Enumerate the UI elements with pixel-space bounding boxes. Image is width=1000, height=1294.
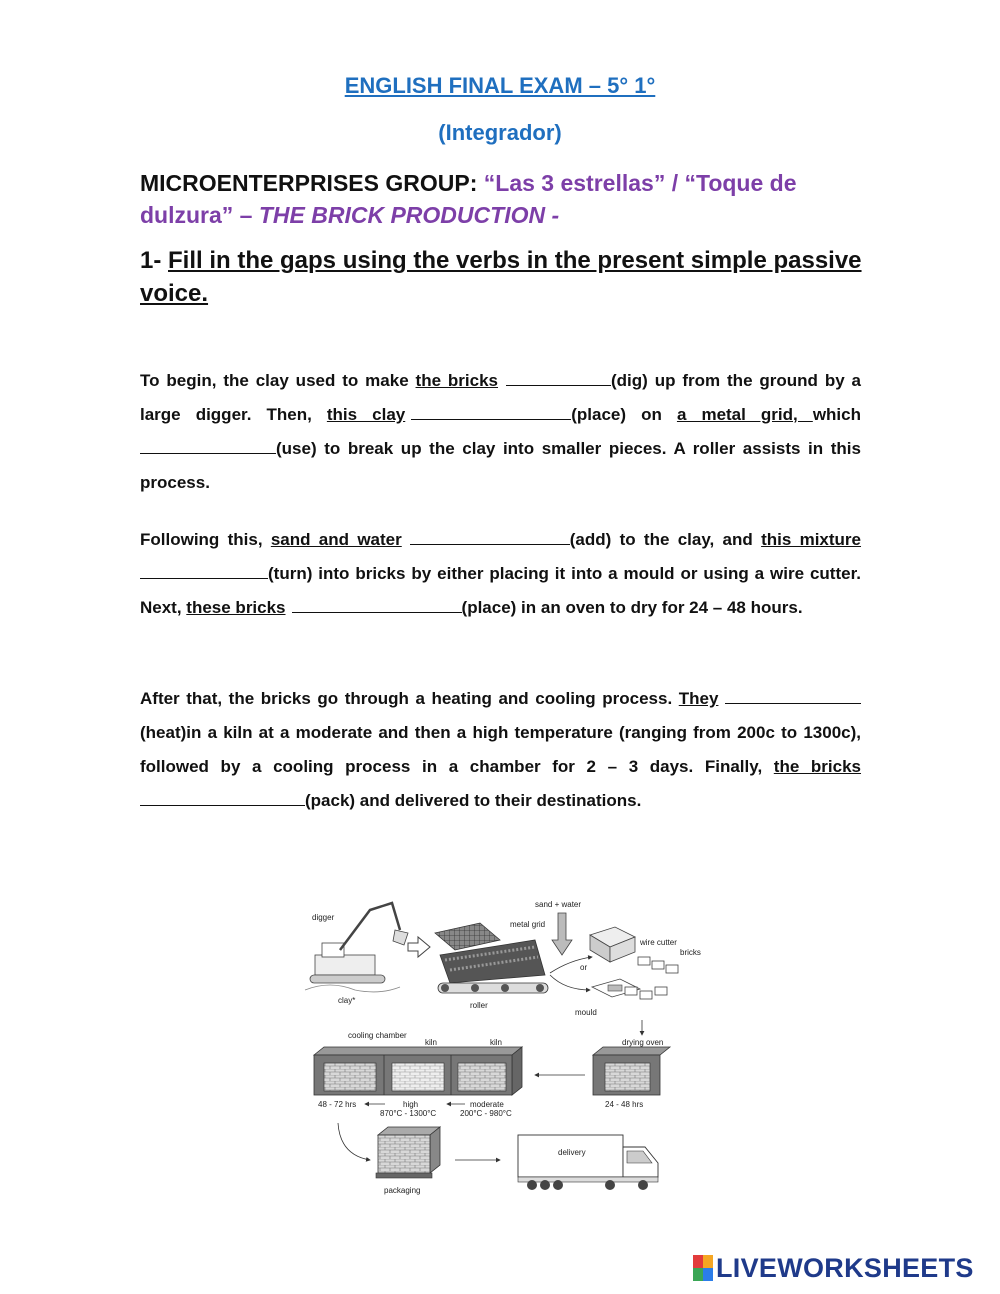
diagram-label-mould: mould xyxy=(575,1008,597,1017)
liveworksheets-icon xyxy=(693,1255,713,1281)
roller-icon xyxy=(438,983,548,993)
text: which xyxy=(812,405,861,424)
diagram-label-packaging: packaging xyxy=(384,1186,421,1195)
liveworksheets-wordmark: LIVEWORKSHEETS xyxy=(716,1252,974,1283)
underlined-subject: this clay xyxy=(326,405,406,424)
diagram-label-kiln-2: kiln xyxy=(490,1038,503,1047)
drying-oven-icon xyxy=(593,1047,670,1095)
group-dash: – xyxy=(233,202,259,228)
text: (place) in an oven to dry for 24 – 48 hours. xyxy=(461,598,803,617)
mould-icon xyxy=(592,979,667,999)
diagram-label-high-range: 870°C - 1300°C xyxy=(380,1109,437,1118)
gap-pack[interactable] xyxy=(140,787,305,806)
group-heading xyxy=(140,167,870,231)
text: (place) on xyxy=(571,405,677,424)
gap-place-1[interactable] xyxy=(411,401,571,420)
text: (use) to break up the clay into smaller pieces. A roller assists in this process. xyxy=(140,439,861,492)
gap-turn[interactable] xyxy=(140,560,268,579)
underlined-subject: a metal grid, xyxy=(676,405,813,424)
text: (add) to the clay, and xyxy=(569,530,762,549)
diagram-label-wire-cutter: wire cutter xyxy=(640,938,677,947)
group-topic: THE BRICK PRODUCTION - xyxy=(258,202,560,228)
group-names: “Las 3 estrellas” / “Toque de dulzura” xyxy=(140,170,797,228)
diagram-label-delivery: delivery xyxy=(558,1148,586,1157)
liveworksheets-logo xyxy=(693,1253,974,1283)
underlined-subject: this mixture xyxy=(761,530,862,549)
wire-cutter-icon xyxy=(590,927,678,973)
diagram-label-cooling-chamber: cooling chamber xyxy=(348,1031,407,1040)
metal-grid-icon xyxy=(435,923,545,983)
diagram-label-high: high xyxy=(403,1100,419,1109)
diagram-label-24-48: 24 - 48 hrs xyxy=(605,1100,644,1109)
diagram-label-drying-oven: drying oven xyxy=(622,1038,664,1047)
question-heading xyxy=(140,244,870,310)
paragraph-3 xyxy=(140,682,861,818)
gap-use[interactable] xyxy=(140,435,276,454)
diagram-label-clay: clay* xyxy=(338,996,356,1005)
paragraph-2 xyxy=(140,523,861,625)
packaging-icon xyxy=(376,1127,440,1178)
text: (pack) and delivered to their destinations. xyxy=(305,791,642,810)
gap-heat[interactable] xyxy=(725,685,861,704)
text: To begin, the clay used to make xyxy=(140,371,416,390)
paragraph-1 xyxy=(140,364,861,500)
diagram-label-digger: digger xyxy=(312,913,335,922)
diagram-label-bricks: bricks xyxy=(680,948,701,957)
text: (turn) into bricks by either placing it into a mould or using a wire cutter. Next, xyxy=(140,564,861,617)
diagram-label-roller: roller xyxy=(470,1001,488,1010)
diagram-label-or: or xyxy=(580,963,588,972)
brick-production-diagram xyxy=(300,895,710,1200)
text: (heat)in a kiln at a moderate and then a high temperature (ranging from 200c to 1300c), followed by a cooling process in a chamber for 2 – 3 days. Finally, xyxy=(140,723,861,776)
diagram-label-moderate: moderate xyxy=(470,1100,504,1109)
underlined-subject: the bricks xyxy=(415,371,499,390)
underlined-subject: the bricks xyxy=(773,757,862,776)
diagram-label-moderate-range: 200°C - 980°C xyxy=(460,1109,512,1118)
text: After that, the bricks go through a heating and cooling process. xyxy=(140,689,679,708)
question-number: 1- xyxy=(140,247,169,274)
exam-subtitle: (Integrador) xyxy=(438,120,562,145)
text: (dig) up from the ground by a large digger. Then, xyxy=(140,371,862,424)
group-label: MICROENTERPRISES GROUP: xyxy=(140,170,478,196)
gap-add[interactable] xyxy=(410,526,570,545)
diagram-label-sand-water: sand + water xyxy=(535,900,582,909)
underlined-subject: these bricks xyxy=(186,598,286,617)
text: Following this, xyxy=(140,530,271,549)
delivery-truck-icon xyxy=(518,1135,658,1190)
exam-title: ENGLISH FINAL EXAM – 5° 1° xyxy=(344,73,656,98)
kiln-row-icon xyxy=(314,1047,522,1095)
underlined-subject: They xyxy=(678,689,719,708)
diagram-label-48-72: 48 - 72 hrs xyxy=(318,1100,357,1109)
diagram-label-kiln-1: kiln xyxy=(425,1038,438,1047)
gap-dig[interactable] xyxy=(506,367,611,386)
question-instruction: Fill in the gaps using the verbs in the present simple passive voice. xyxy=(140,247,862,307)
diagram-label-metal-grid: metal grid xyxy=(510,920,546,929)
underlined-subject: sand and water xyxy=(270,530,402,549)
gap-place-2[interactable] xyxy=(292,594,462,613)
